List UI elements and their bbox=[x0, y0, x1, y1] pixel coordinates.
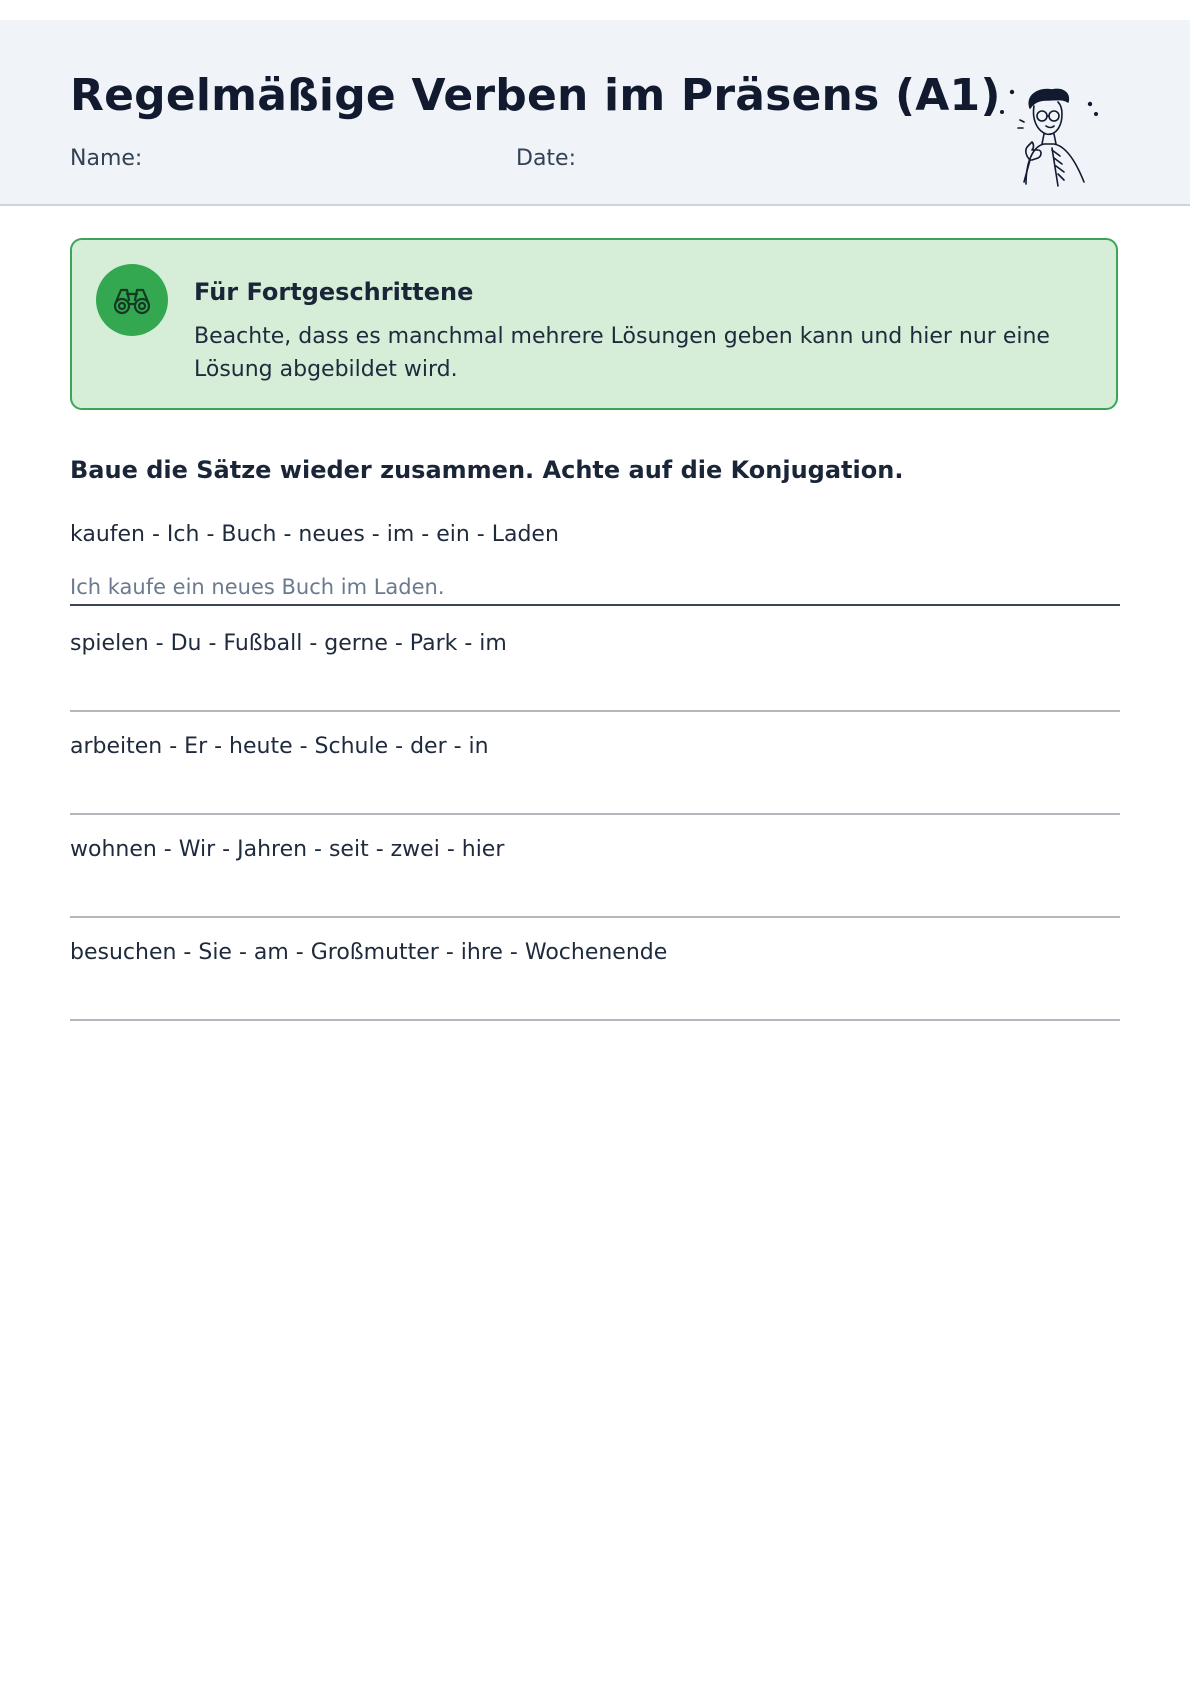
callout-text: Beachte, dass es manchmal mehrere Lösungen geben kann und hier nur eine Lösung abgebildet wird. bbox=[194, 324, 1050, 382]
exercise-instruction: Baue die Sätze wieder zusammen. Achte auf die Konjugation. bbox=[70, 456, 904, 484]
answer-line[interactable] bbox=[70, 813, 1120, 815]
student-thumbs-up-illustration bbox=[996, 64, 1106, 189]
exercise-prompt: spielen - Du - Fußball - gerne - Park - im bbox=[70, 631, 507, 656]
example-answer: Ich kaufe ein neues Buch im Laden. bbox=[70, 575, 445, 599]
advanced-tip-callout bbox=[70, 238, 1118, 410]
answer-line[interactable] bbox=[70, 916, 1120, 918]
page-title: Regelmäßige Verben im Präsens (A1) bbox=[70, 70, 1001, 121]
exercise-prompt: besuchen - Sie - am - Großmutter - ihre - Wochenende bbox=[70, 940, 668, 965]
exercise-prompt: wohnen - Wir - Jahren - seit - zwei - hier bbox=[70, 837, 505, 862]
exercise-prompt: kaufen - Ich - Buch - neues - im - ein - Laden bbox=[70, 522, 559, 547]
answer-line[interactable] bbox=[70, 1019, 1120, 1021]
worksheet-header bbox=[0, 20, 1190, 206]
callout-title: Für Fortgeschrittene bbox=[194, 278, 474, 306]
answer-line[interactable] bbox=[70, 604, 1120, 606]
answer-line[interactable] bbox=[70, 710, 1120, 712]
date-label: Date: bbox=[516, 146, 576, 171]
exercise-prompt: arbeiten - Er - heute - Schule - der - in bbox=[70, 734, 489, 759]
binoculars-icon bbox=[96, 264, 168, 336]
name-label: Name: bbox=[70, 146, 143, 171]
